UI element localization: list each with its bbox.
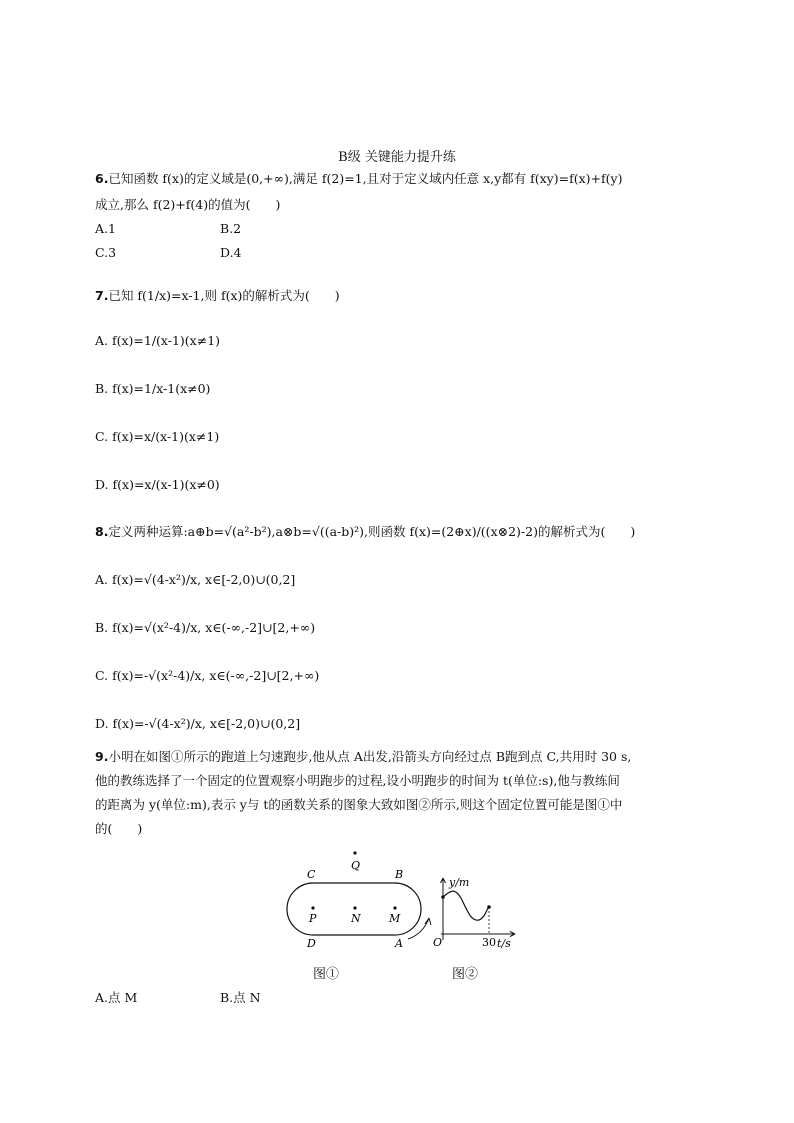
- label-p: P: [309, 912, 317, 925]
- label-origin: O: [433, 936, 443, 949]
- q8-option-c: C. f(x)=-√(x²-4)/x, x∈(-∞,-2]∪[2,+∞): [95, 668, 320, 683]
- label-c: C: [307, 868, 316, 881]
- q6-option-b: B.2: [220, 221, 242, 236]
- q9-stem-4: 的( ): [95, 821, 143, 836]
- q8-option-a: A. f(x)=√(4-x²)/x, x∈[-2,0)∪(0,2]: [95, 572, 296, 587]
- section-title: B级 关键能力提升练: [338, 150, 456, 165]
- q9-stem-2: 他的教练选择了一个固定的位置观察小明跑步的过程,设小明跑步的时间为 t(单位:s),他与教练间: [95, 773, 620, 788]
- figure2-caption: 图②: [452, 967, 479, 982]
- q6-option-d: D.4: [220, 245, 242, 260]
- q9-option-b: B.点 N: [220, 990, 261, 1005]
- figure-area: [283, 850, 523, 963]
- q9-line1: [95, 748, 631, 766]
- q7-option-d: D. f(x)=x/(x-1)(x≠0): [95, 477, 220, 492]
- point-m: [393, 906, 396, 909]
- label-t-tick: 30: [482, 936, 496, 949]
- q7-number: 7.: [95, 288, 109, 303]
- q9-stem-3: 的距离为 y(单位:m),表示 y与 t的函数关系的图象大致如图②所示,则这个固定位置可能是图①中: [95, 797, 623, 812]
- label-q: Q: [351, 859, 361, 872]
- label-a: A: [395, 937, 403, 950]
- label-b: B: [395, 868, 404, 881]
- curve-start-point: [441, 895, 445, 899]
- q7-stem-text: 已知 f(1/x)=x-1,则 f(x)的解析式为( ): [108, 288, 340, 303]
- q9-option-a: A.点 M: [95, 990, 138, 1005]
- q9-stem-1: 小明在如图①所示的跑道上匀速跑步,他从点 A出发,沿箭头方向经过点 B跑到点 C,共用时 30 s,: [108, 749, 632, 764]
- q9-number: 9.: [95, 749, 109, 764]
- q8-option-d: D. f(x)=-√(4-x²)/x, x∈[-2,0)∪(0,2]: [95, 716, 301, 731]
- q7-option-b: B. f(x)=1/x-1(x≠0): [95, 381, 211, 396]
- q8-number: 8.: [95, 524, 109, 539]
- q6-stem-1: 已知函数 f(x)的定义域是(0,+∞),满足 f(2)=1,且对于定义域内任意 x,y都有 f(xy)=f(x)+f(y): [108, 171, 623, 186]
- q7-stem: [95, 287, 340, 305]
- q6-option-a: A.1: [95, 221, 116, 236]
- figure-svg: [283, 850, 523, 960]
- q7-option-c: C. f(x)=x/(x-1)(x≠1): [95, 429, 220, 444]
- q7-option-a: A. f(x)=1/(x-1)(x≠1): [95, 333, 221, 348]
- distance-curve: [443, 891, 489, 920]
- point-n: [353, 906, 356, 909]
- figure1-caption: 图①: [313, 967, 340, 982]
- q8-stem-text: 定义两种运算:a⊕b=√(a²-b²),a⊗b=√((a-b)²),则函数 f(x)=(2⊕x)/((x⊗2)-2)的解析式为( ): [108, 524, 636, 539]
- label-n: N: [351, 912, 361, 925]
- q6-stem-2: 成立,那么 f(2)+f(4)的值为( ): [95, 197, 281, 212]
- q8-option-b: B. f(x)=√(x²-4)/x, x∈(-∞,-2]∪[2,+∞): [95, 620, 316, 635]
- label-m: M: [389, 912, 401, 925]
- point-q: [353, 851, 356, 854]
- label-t-axis: t/s: [497, 937, 511, 950]
- q6-option-c: C.3: [95, 245, 117, 260]
- q6-number: 6.: [95, 171, 109, 186]
- point-p: [311, 906, 314, 909]
- label-y-axis: y/m: [449, 876, 470, 889]
- q8-stem: [95, 523, 635, 541]
- q6-line1: [95, 170, 622, 188]
- label-d: D: [307, 937, 316, 950]
